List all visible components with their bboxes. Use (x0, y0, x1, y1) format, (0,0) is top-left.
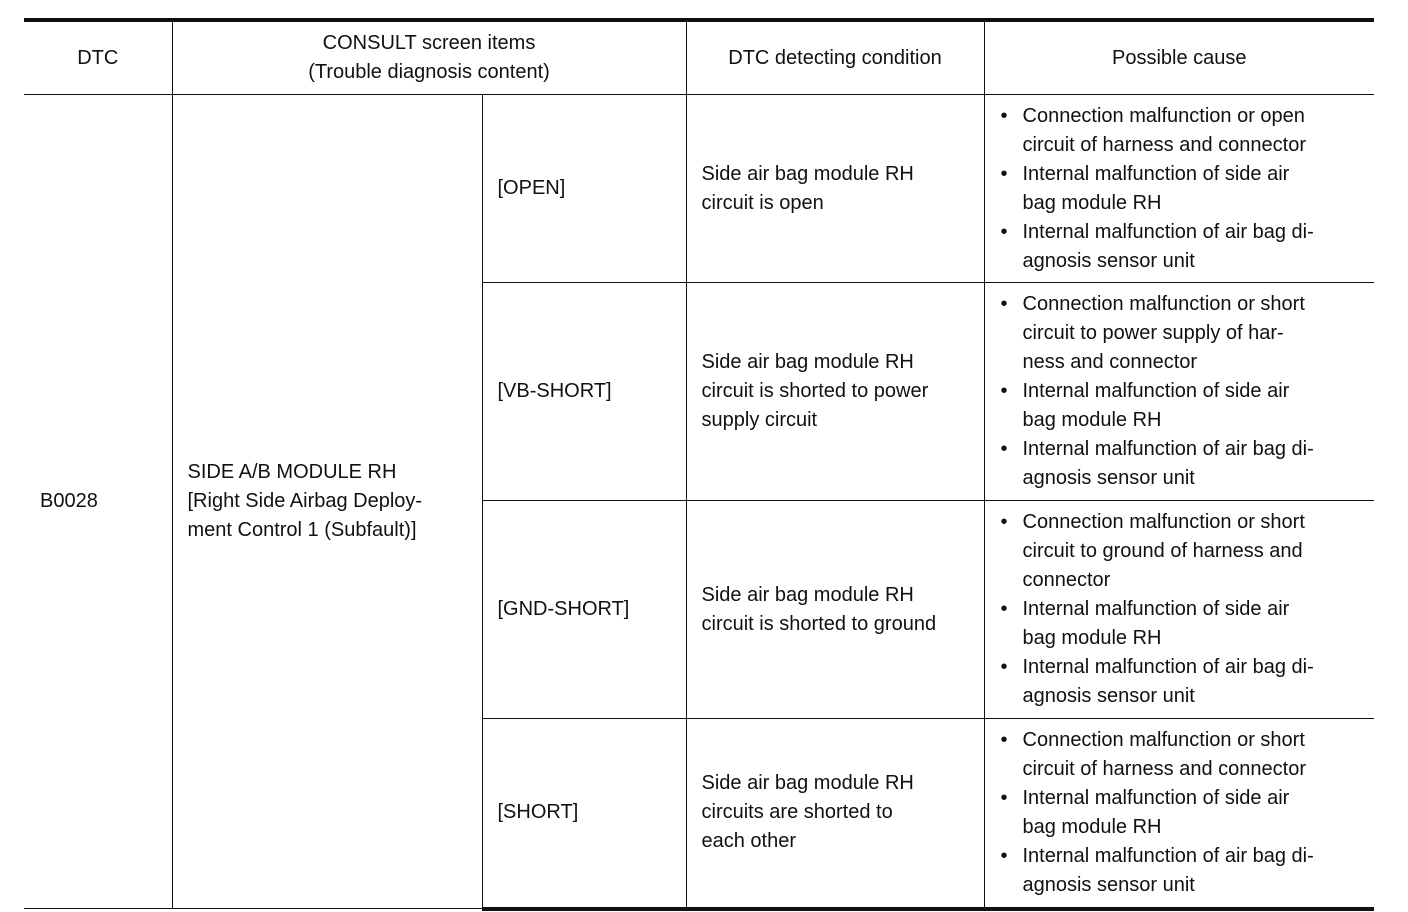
condition-line: Side air bag module RH (701, 351, 914, 373)
cause-line: • Internal malfunction of side air (1022, 162, 1290, 185)
cause-item (1001, 290, 1367, 377)
subfault-cell: [SHORT] (482, 719, 686, 909)
cause-line: • Connection malfunction or short (1022, 293, 1305, 315)
cause-line: • Internal malfunction of air bag di- (1022, 438, 1314, 460)
cause-list (1001, 726, 1367, 900)
table-row (24, 95, 1374, 283)
header-cause: Possible cause (984, 20, 1374, 95)
cause-item (1001, 784, 1367, 842)
subfault-cell: [VB-SHORT] (482, 283, 686, 501)
consult-item-line1: SIDE A/B MODULE RH (187, 461, 397, 483)
cause-list (1001, 290, 1367, 493)
condition-line: circuit is shorted to power (701, 380, 929, 402)
cause-item (1001, 435, 1367, 493)
cause-line: • Internal malfunction of air bag di- (1022, 656, 1314, 678)
cause-line: bag module RH (1022, 409, 1162, 431)
subfault-cell: [OPEN] (482, 95, 686, 283)
condition-line: circuit is shorted to ground (701, 612, 937, 635)
cause-line: circuit of harness and connector (1022, 757, 1306, 780)
cause-item (1001, 508, 1367, 595)
cause-line: • Internal malfunction of side air (1022, 598, 1290, 620)
cause-item (1001, 842, 1367, 900)
header-dtc: DTC (24, 20, 172, 95)
condition-line: each other (701, 830, 797, 853)
consult-item-line3: ment Control 1 (Subfault)] (187, 519, 417, 541)
condition-cell (686, 719, 984, 909)
dtc-table (24, 18, 1374, 911)
cause-cell (984, 283, 1374, 501)
cause-line: agnosis sensor unit (1022, 873, 1195, 896)
consult-item-line2: [Right Side Airbag Deploy- (187, 490, 423, 512)
cause-line: agnosis sensor unit (1022, 467, 1195, 489)
cause-line: • Connection malfunction or open (1022, 104, 1305, 127)
cause-line: • Internal malfunction of side air (1022, 786, 1290, 809)
condition-line: circuits are shorted to (701, 801, 893, 824)
header-condition: DTC detecting condition (686, 20, 984, 95)
dtc-code: B0028 (24, 95, 172, 909)
subfault-cell: [GND-SHORT] (482, 501, 686, 719)
condition-cell (686, 95, 984, 283)
cause-item (1001, 653, 1367, 711)
condition-line: supply circuit (701, 409, 818, 431)
cause-line: • Internal malfunction of air bag di- (1022, 220, 1314, 243)
cause-line: circuit of harness and connector (1022, 133, 1306, 156)
cause-cell (984, 501, 1374, 719)
condition-line: Side air bag module RH (701, 583, 914, 606)
cause-line: circuit to power supply of har- (1022, 322, 1284, 344)
cause-line: agnosis sensor unit (1022, 249, 1195, 272)
condition-cell (686, 501, 984, 719)
header-consult-line2: (Trouble diagnosis content) (308, 61, 550, 83)
cause-line: bag module RH (1022, 627, 1162, 649)
cause-item (1001, 102, 1367, 160)
cause-list (1001, 102, 1367, 276)
cause-line: bag module RH (1022, 815, 1162, 838)
cause-item (1001, 160, 1367, 218)
cause-line: • Internal malfunction of air bag di- (1022, 844, 1314, 867)
cause-cell (984, 95, 1374, 283)
cause-list (1001, 508, 1367, 711)
cause-line: • Connection malfunction or short (1022, 728, 1305, 751)
cause-line: • Connection malfunction or short (1022, 511, 1305, 533)
condition-line: Side air bag module RH (701, 162, 914, 185)
cause-line: connector (1022, 569, 1111, 591)
cause-item (1001, 595, 1367, 653)
condition-cell (686, 283, 984, 501)
cause-line: • Internal malfunction of side air (1022, 380, 1290, 402)
cause-line: agnosis sensor unit (1022, 685, 1195, 707)
table-header-row (24, 20, 1374, 95)
header-consult-line1: CONSULT screen items (322, 32, 536, 54)
cause-item (1001, 218, 1367, 276)
cause-cell (984, 719, 1374, 909)
cause-item (1001, 377, 1367, 435)
cause-line: circuit to ground of harness and (1022, 540, 1303, 562)
condition-line: circuit is open (701, 191, 824, 214)
cause-item (1001, 726, 1367, 784)
condition-line: Side air bag module RH (701, 772, 914, 795)
cause-line: bag module RH (1022, 191, 1162, 214)
consult-item (172, 95, 482, 909)
header-consult-items (172, 20, 686, 95)
cause-line: ness and connector (1022, 351, 1198, 373)
